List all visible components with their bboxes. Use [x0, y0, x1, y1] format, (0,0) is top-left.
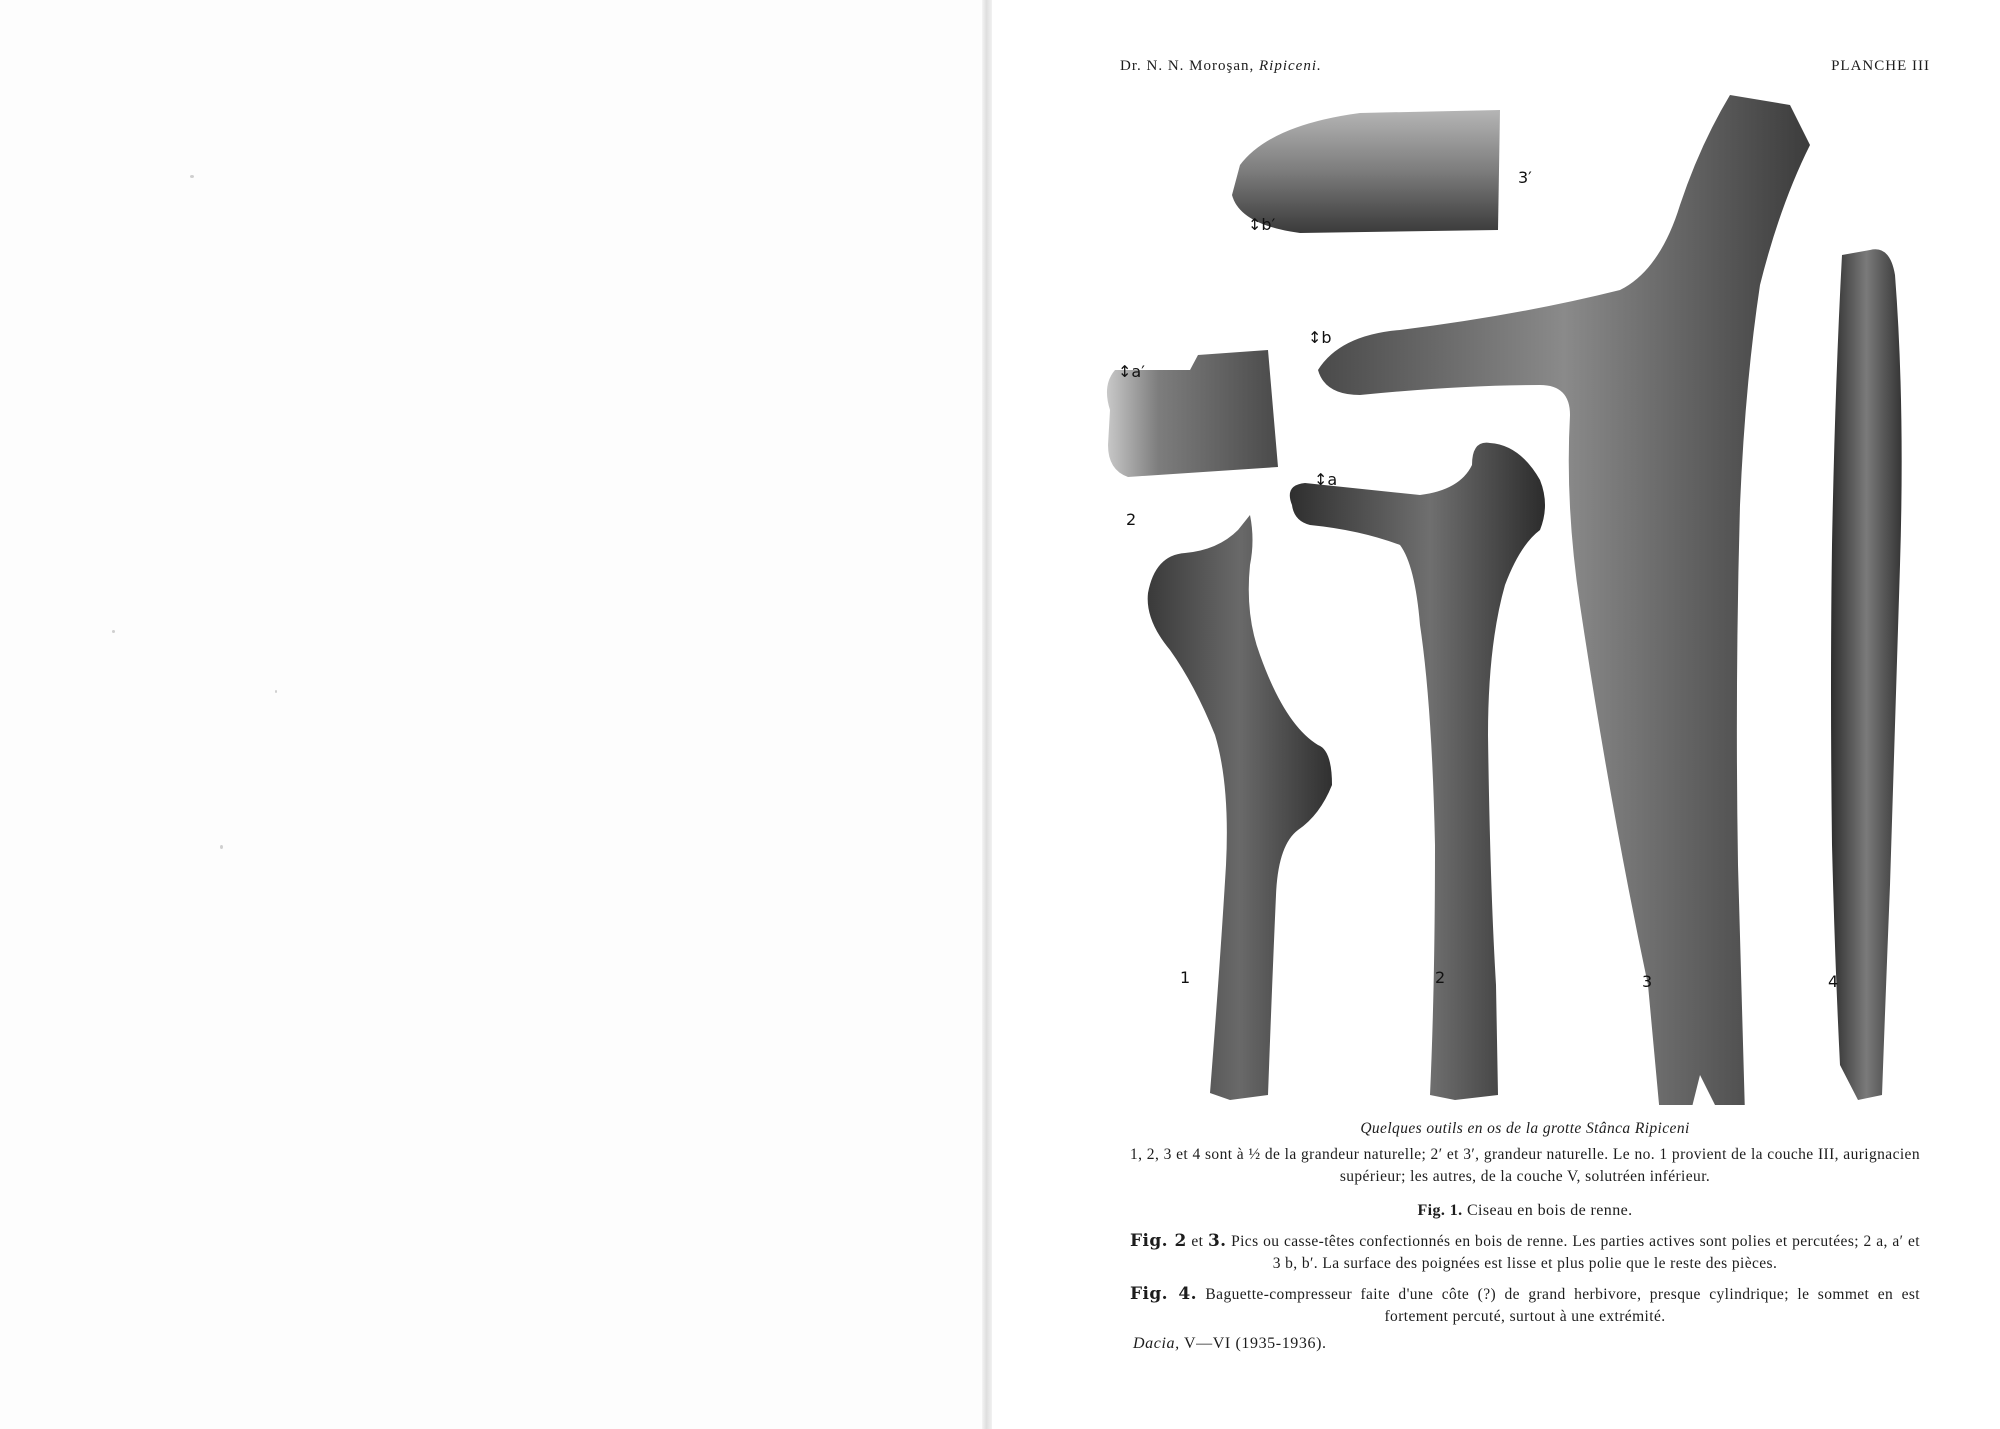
label-fig-2: 2: [1435, 968, 1446, 987]
tool-fig-1: [1148, 515, 1332, 1100]
caption-fig-2-3-et: et: [1191, 1233, 1204, 1250]
label-fig-1: 1: [1180, 968, 1191, 987]
caption-fig-4-text: Baguette-compresseur faite d'une côte (?) de grand herbivore, presque cylindrique; le sommet en est fortement percuté, surtout à une extrémité.: [1205, 1286, 1920, 1325]
blank-left-page: [0, 0, 982, 1429]
marker-2a-prime-text: a′: [1131, 362, 1145, 381]
header-author: [1120, 58, 1322, 75]
marker-arrow: ↕: [1314, 470, 1328, 489]
marker-3b-prime: [1248, 215, 1276, 234]
marker-arrow: ↕: [1248, 215, 1262, 234]
label-fig-4: 4: [1828, 972, 1839, 991]
marker-arrow: ↕: [1308, 328, 1322, 347]
header-site: Ripiceni.: [1259, 58, 1322, 74]
marker-3b: [1308, 328, 1332, 347]
caption-fig-4: [1130, 1283, 1920, 1328]
header-author-name: Dr. N. N. Moroşan,: [1120, 58, 1255, 74]
book-gutter: [982, 0, 992, 1429]
label-2-small: 2: [1126, 510, 1137, 529]
journal-footer: [1133, 1335, 1327, 1353]
tool-fig-3: [1318, 95, 1810, 1105]
tool-fig-4: [1831, 249, 1902, 1100]
caption-fig-3-label: 3.: [1207, 1231, 1227, 1251]
marker-2a: [1314, 470, 1337, 489]
paper-speck: [112, 630, 115, 633]
header-plate-number: PLANCHE III: [1831, 58, 1930, 74]
label-3-prime: 3′: [1518, 168, 1532, 187]
caption-scale-note: 1, 2, 3 et 4 sont à ½ de la grandeur naturelle; 2′ et 3′, grandeur naturelle. Le no. 1 provient de la couche III, aurignacien supérieur; les autres, de la couche V, solutréen inférieur.: [1130, 1146, 1920, 1185]
marker-2a-prime: [1118, 362, 1145, 381]
journal-name: Dacia,: [1133, 1335, 1180, 1352]
label-fig-3: 3: [1642, 972, 1653, 991]
bone-tools-photograph: [1100, 85, 1940, 1105]
plate-caption: [1130, 1118, 1920, 1328]
marker-3b-text: b: [1321, 328, 1332, 347]
caption-fig-2-3: [1130, 1230, 1920, 1275]
caption-fig-4-label: Fig. 4.: [1130, 1284, 1197, 1304]
marker-3b-prime-text: b′: [1261, 215, 1276, 234]
paper-speck: [190, 175, 194, 178]
caption-fig-1-text: Ciseau en bois de renne.: [1466, 1202, 1633, 1219]
caption-fig-1-label: Fig. 1.: [1417, 1202, 1463, 1219]
caption-title: Quelques outils en os de la grotte Stânca Ripiceni: [1360, 1120, 1690, 1137]
journal-volume: V—VI (1935-1936).: [1184, 1335, 1327, 1352]
paper-speck: [275, 690, 277, 693]
caption-fig-2-3-text: Pics ou casse-têtes confectionnés en bois de renne. Les parties actives sont polies et percutées; 2 a, a′ et 3 b, b′. La surface des poignées est lisse et plus polie que le reste des pièces.: [1231, 1233, 1920, 1272]
paper-speck: [220, 845, 223, 849]
caption-fig-1: [1130, 1200, 1920, 1222]
caption-fig-2-label: Fig. 2: [1130, 1231, 1187, 1251]
marker-arrow: ↕: [1118, 362, 1132, 381]
marker-2a-text: a: [1327, 470, 1338, 489]
